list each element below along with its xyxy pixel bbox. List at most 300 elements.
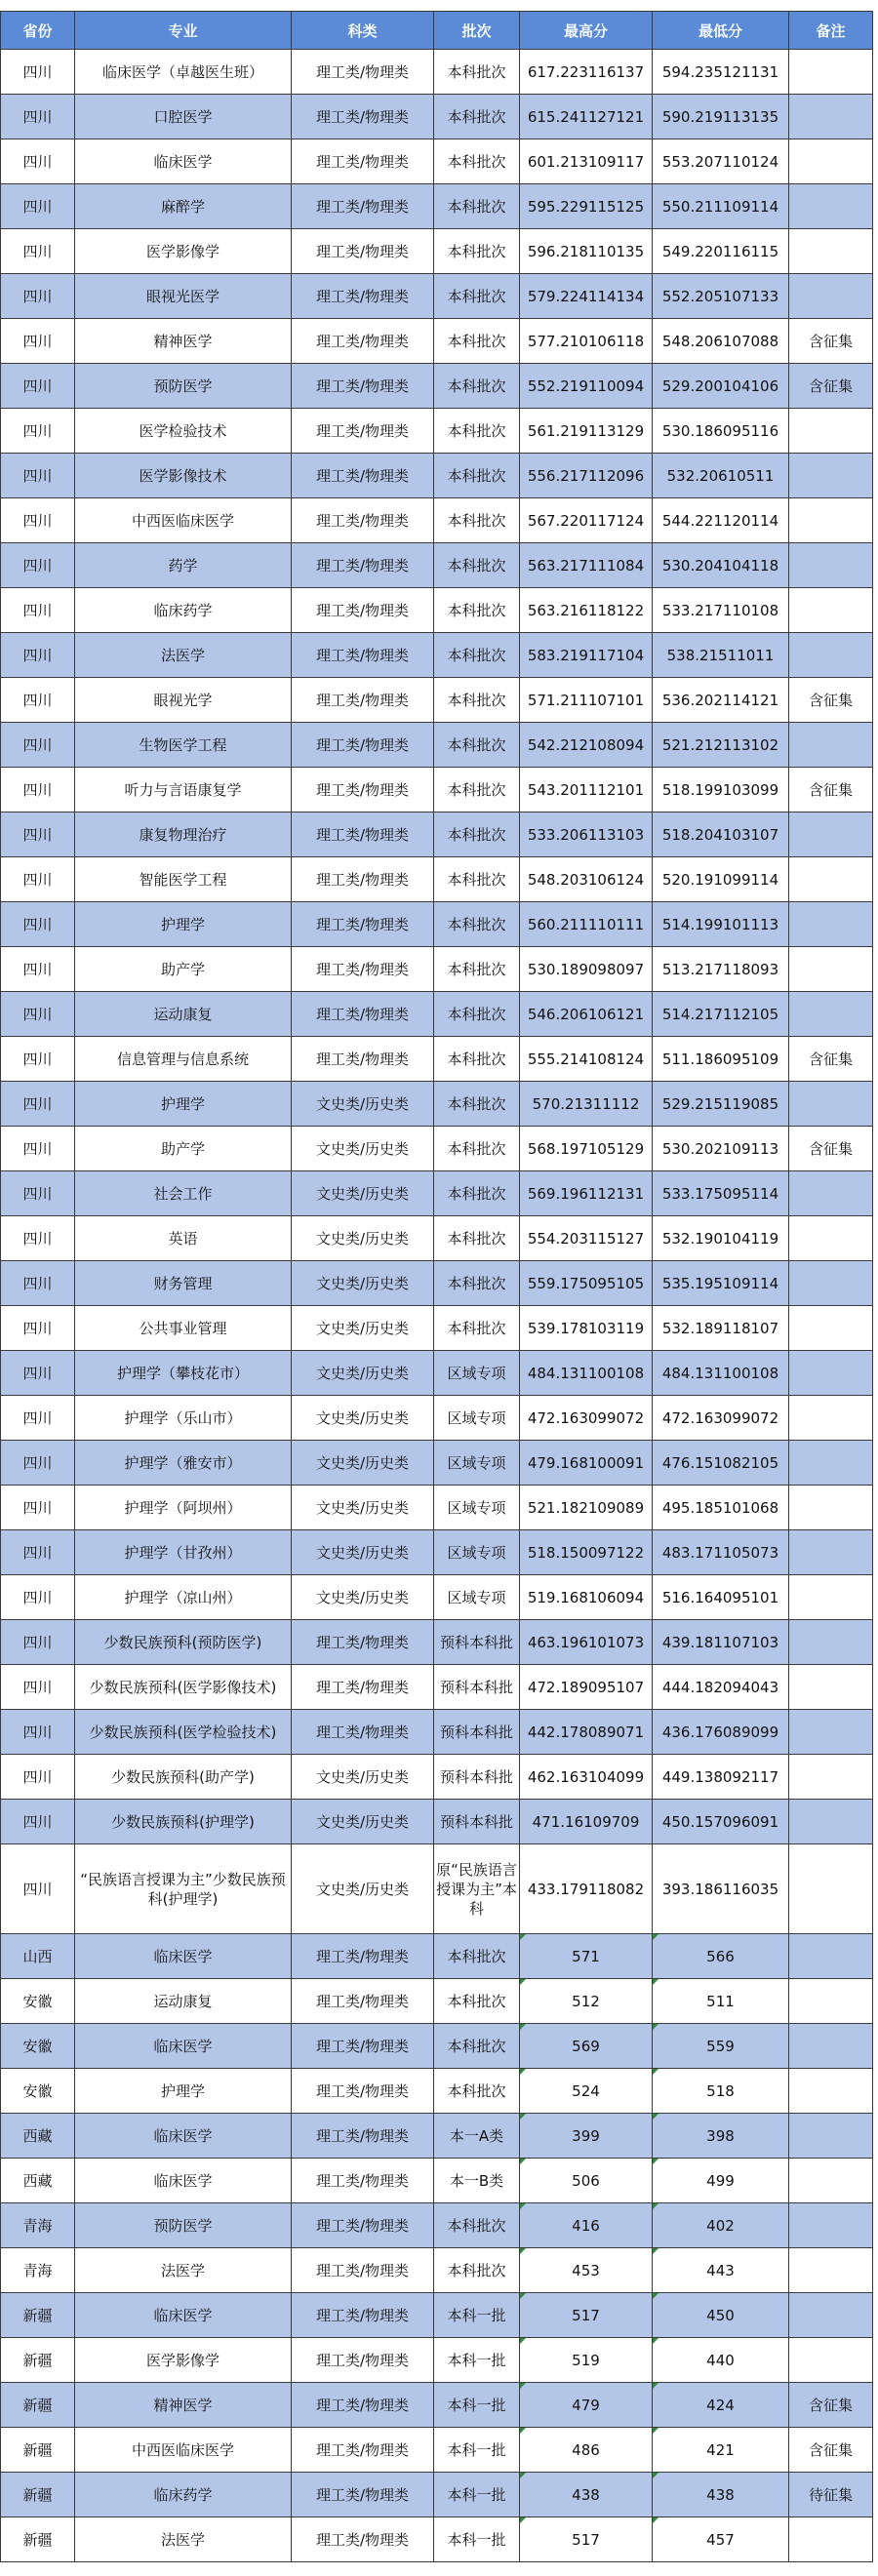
cell-major: 药学 bbox=[75, 543, 292, 588]
cell-category: 文史类/历史类 bbox=[292, 1396, 434, 1441]
cell-category: 文史类/历史类 bbox=[292, 1486, 434, 1530]
cell-min-score: 553.207110124 bbox=[653, 139, 789, 184]
header-category: 科类 bbox=[292, 12, 434, 50]
cell-max-score: 577.210106118 bbox=[520, 319, 653, 364]
cell-batch: 本科批次 bbox=[434, 1171, 520, 1216]
cell-batch: 本科批次 bbox=[434, 2203, 520, 2248]
cell-note: 含征集 bbox=[789, 1037, 873, 1082]
cell-batch: 本科一批 bbox=[434, 2293, 520, 2338]
cell-min-score: 514.217112105 bbox=[653, 992, 789, 1037]
cell-min-score: 566 bbox=[653, 1934, 789, 1979]
cell-province: 四川 bbox=[1, 588, 75, 633]
cell-marker-icon bbox=[520, 2517, 526, 2523]
cell-major: 康复物理治疗 bbox=[75, 812, 292, 857]
cell-max-score: 563.217111084 bbox=[520, 543, 653, 588]
cell-max-score: 442.178089071 bbox=[520, 1710, 653, 1755]
cell-min-score: 550.211109114 bbox=[653, 184, 789, 229]
cell-min-score: 421 bbox=[653, 2428, 789, 2473]
cell-marker-icon bbox=[520, 2203, 526, 2209]
cell-note bbox=[789, 95, 873, 139]
cell-major: 口腔医学 bbox=[75, 95, 292, 139]
cell-major: 预防医学 bbox=[75, 364, 292, 409]
cell-note bbox=[789, 454, 873, 498]
cell-province: 四川 bbox=[1, 947, 75, 992]
cell-category: 文史类/历史类 bbox=[292, 1530, 434, 1575]
cell-category: 理工类/物理类 bbox=[292, 633, 434, 678]
cell-min-score: 520.191099114 bbox=[653, 857, 789, 902]
table-row bbox=[1, 2383, 873, 2428]
cell-batch: 本科一批 bbox=[434, 2428, 520, 2473]
cell-batch: 本科批次 bbox=[434, 409, 520, 454]
cell-batch: 本科批次 bbox=[434, 454, 520, 498]
cell-note bbox=[789, 1351, 873, 1396]
table-row bbox=[1, 1979, 873, 2024]
cell-batch: 本科批次 bbox=[434, 723, 520, 768]
cell-category: 理工类/物理类 bbox=[292, 409, 434, 454]
cell-major: 护理学 bbox=[75, 2069, 292, 2114]
cell-major: 助产学 bbox=[75, 1127, 292, 1171]
cell-batch: 本科批次 bbox=[434, 543, 520, 588]
table-row bbox=[1, 1800, 873, 1844]
table-row bbox=[1, 1620, 873, 1665]
cell-note bbox=[789, 139, 873, 184]
cell-province: 四川 bbox=[1, 543, 75, 588]
cell-batch: 本科批次 bbox=[434, 1306, 520, 1351]
cell-min-score: 457 bbox=[653, 2517, 789, 2562]
cell-province: 四川 bbox=[1, 1306, 75, 1351]
cell-category: 理工类/物理类 bbox=[292, 768, 434, 812]
table-row bbox=[1, 947, 873, 992]
cell-note bbox=[789, 2293, 873, 2338]
cell-note bbox=[789, 50, 873, 95]
cell-marker-icon bbox=[520, 2114, 526, 2120]
cell-category: 理工类/物理类 bbox=[292, 1934, 434, 1979]
cell-major: 护理学（乐山市） bbox=[75, 1396, 292, 1441]
table-row bbox=[1, 723, 873, 768]
cell-major: 少数民族预科(护理学) bbox=[75, 1800, 292, 1844]
cell-category: 理工类/物理类 bbox=[292, 2248, 434, 2293]
header-batch: 批次 bbox=[434, 12, 520, 50]
cell-min-score: 439.181107103 bbox=[653, 1620, 789, 1665]
cell-note bbox=[789, 1934, 873, 1979]
cell-category: 文史类/历史类 bbox=[292, 1306, 434, 1351]
cell-category: 理工类/物理类 bbox=[292, 857, 434, 902]
cell-min-score: 532.190104119 bbox=[653, 1216, 789, 1261]
cell-major: 社会工作 bbox=[75, 1171, 292, 1216]
cell-min-score: 549.220116115 bbox=[653, 229, 789, 274]
cell-category: 理工类/物理类 bbox=[292, 184, 434, 229]
cell-batch: 本科批次 bbox=[434, 95, 520, 139]
cell-marker-icon bbox=[653, 2114, 658, 2120]
cell-province: 四川 bbox=[1, 498, 75, 543]
cell-batch: 区域专项 bbox=[434, 1530, 520, 1575]
cell-major: 临床药学 bbox=[75, 2473, 292, 2517]
cell-province: 西藏 bbox=[1, 2114, 75, 2159]
cell-marker-icon bbox=[520, 2293, 526, 2299]
table-row bbox=[1, 1306, 873, 1351]
cell-note bbox=[789, 812, 873, 857]
cell-max-score: 542.212108094 bbox=[520, 723, 653, 768]
cell-note bbox=[789, 2203, 873, 2248]
cell-max-score: 517 bbox=[520, 2293, 653, 2338]
cell-min-score: 511.186095109 bbox=[653, 1037, 789, 1082]
cell-province: 四川 bbox=[1, 1441, 75, 1486]
cell-major: 临床医学（卓越医生班） bbox=[75, 50, 292, 95]
cell-min-score: 532.189118107 bbox=[653, 1306, 789, 1351]
table-row bbox=[1, 902, 873, 947]
header-major: 专业 bbox=[75, 12, 292, 50]
cell-category: 文史类/历史类 bbox=[292, 1082, 434, 1127]
cell-category: 理工类/物理类 bbox=[292, 2473, 434, 2517]
cell-category: 理工类/物理类 bbox=[292, 678, 434, 723]
cell-min-score: 518.204103107 bbox=[653, 812, 789, 857]
cell-major: 医学影像学 bbox=[75, 2338, 292, 2383]
cell-marker-icon bbox=[520, 2248, 526, 2254]
cell-min-score: 440 bbox=[653, 2338, 789, 2383]
cell-max-score: 433.179118082 bbox=[520, 1844, 653, 1934]
cell-note bbox=[789, 2024, 873, 2069]
header-max-score: 最高分 bbox=[520, 12, 653, 50]
cell-province: 四川 bbox=[1, 723, 75, 768]
table-row bbox=[1, 454, 873, 498]
cell-note bbox=[789, 1979, 873, 2024]
cell-category: 文史类/历史类 bbox=[292, 1800, 434, 1844]
cell-major: 中西医临床医学 bbox=[75, 2428, 292, 2473]
cell-category: 理工类/物理类 bbox=[292, 2069, 434, 2114]
cell-note bbox=[789, 902, 873, 947]
cell-batch: 本科一批 bbox=[434, 2473, 520, 2517]
cell-max-score: 579.224114134 bbox=[520, 274, 653, 319]
cell-note: 含征集 bbox=[789, 364, 873, 409]
cell-province: 四川 bbox=[1, 812, 75, 857]
cell-major: 临床医学 bbox=[75, 1934, 292, 1979]
cell-province: 四川 bbox=[1, 1216, 75, 1261]
cell-note bbox=[789, 229, 873, 274]
header-row bbox=[1, 12, 873, 50]
cell-major: 信息管理与信息系统 bbox=[75, 1037, 292, 1082]
cell-category: 理工类/物理类 bbox=[292, 2517, 434, 2562]
table-row bbox=[1, 633, 873, 678]
cell-min-score: 529.200104106 bbox=[653, 364, 789, 409]
table-row bbox=[1, 274, 873, 319]
cell-major: 生物医学工程 bbox=[75, 723, 292, 768]
cell-major: 临床医学 bbox=[75, 2114, 292, 2159]
table-row bbox=[1, 319, 873, 364]
cell-batch: 本科批次 bbox=[434, 678, 520, 723]
cell-note bbox=[789, 2069, 873, 2114]
cell-major: 眼视光医学 bbox=[75, 274, 292, 319]
cell-category: 文史类/历史类 bbox=[292, 1216, 434, 1261]
cell-province: 四川 bbox=[1, 1261, 75, 1306]
cell-province: 青海 bbox=[1, 2248, 75, 2293]
cell-max-score: 563.216118122 bbox=[520, 588, 653, 633]
cell-province: 新疆 bbox=[1, 2517, 75, 2562]
cell-marker-icon bbox=[653, 2383, 658, 2389]
table-row bbox=[1, 678, 873, 723]
cell-note: 含征集 bbox=[789, 678, 873, 723]
cell-min-score: 521.212113102 bbox=[653, 723, 789, 768]
cell-batch: 本一A类 bbox=[434, 2114, 520, 2159]
cell-major: 临床医学 bbox=[75, 2293, 292, 2338]
cell-min-score: 443 bbox=[653, 2248, 789, 2293]
cell-min-score: 444.182094043 bbox=[653, 1665, 789, 1710]
cell-note bbox=[789, 992, 873, 1037]
cell-min-score: 436.176089099 bbox=[653, 1710, 789, 1755]
cell-max-score: 453 bbox=[520, 2248, 653, 2293]
cell-min-score: 518.199103099 bbox=[653, 768, 789, 812]
header-note: 备注 bbox=[789, 12, 873, 50]
table-row bbox=[1, 409, 873, 454]
cell-major: 法医学 bbox=[75, 2517, 292, 2562]
cell-major: 英语 bbox=[75, 1216, 292, 1261]
cell-category: 理工类/物理类 bbox=[292, 812, 434, 857]
cell-min-score: 530.202109113 bbox=[653, 1127, 789, 1171]
cell-note bbox=[789, 1665, 873, 1710]
cell-marker-icon bbox=[653, 2428, 658, 2434]
cell-note bbox=[789, 723, 873, 768]
table-row bbox=[1, 1755, 873, 1800]
cell-note: 含征集 bbox=[789, 2383, 873, 2428]
cell-marker-icon bbox=[653, 2517, 658, 2523]
table-row bbox=[1, 812, 873, 857]
cell-marker-icon bbox=[653, 1934, 658, 1940]
table-row bbox=[1, 1530, 873, 1575]
cell-province: 四川 bbox=[1, 633, 75, 678]
table-row bbox=[1, 1261, 873, 1306]
table-row bbox=[1, 2248, 873, 2293]
cell-major: 精神医学 bbox=[75, 2383, 292, 2428]
cell-batch: 本科批次 bbox=[434, 857, 520, 902]
cell-province: 四川 bbox=[1, 364, 75, 409]
cell-min-score: 530.204104118 bbox=[653, 543, 789, 588]
table-row bbox=[1, 1396, 873, 1441]
cell-category: 理工类/物理类 bbox=[292, 454, 434, 498]
cell-min-score: 518 bbox=[653, 2069, 789, 2114]
cell-province: 四川 bbox=[1, 1800, 75, 1844]
cell-batch: 区域专项 bbox=[434, 1396, 520, 1441]
cell-category: 理工类/物理类 bbox=[292, 723, 434, 768]
cell-province: 四川 bbox=[1, 50, 75, 95]
cell-category: 文史类/历史类 bbox=[292, 1755, 434, 1800]
cell-category: 文史类/历史类 bbox=[292, 1261, 434, 1306]
cell-major: 少数民族预科(医学影像技术) bbox=[75, 1665, 292, 1710]
cell-note bbox=[789, 1441, 873, 1486]
cell-max-score: 595.229115125 bbox=[520, 184, 653, 229]
cell-max-score: 518.150097122 bbox=[520, 1530, 653, 1575]
table-row bbox=[1, 1127, 873, 1171]
cell-min-score: 511 bbox=[653, 1979, 789, 2024]
cell-min-score: 559 bbox=[653, 2024, 789, 2069]
cell-category: 文史类/历史类 bbox=[292, 1441, 434, 1486]
cell-max-score: 471.16109709 bbox=[520, 1800, 653, 1844]
cell-min-score: 533.217110108 bbox=[653, 588, 789, 633]
table-row bbox=[1, 543, 873, 588]
cell-max-score: 533.206113103 bbox=[520, 812, 653, 857]
cell-note bbox=[789, 1306, 873, 1351]
cell-note: 待征集 bbox=[789, 2473, 873, 2517]
cell-province: 四川 bbox=[1, 1620, 75, 1665]
table-row bbox=[1, 2293, 873, 2338]
cell-province: 四川 bbox=[1, 1037, 75, 1082]
cell-batch: 本科批次 bbox=[434, 1934, 520, 1979]
cell-batch: 原“民族语言授课为主”本科 bbox=[434, 1844, 520, 1934]
cell-marker-icon bbox=[520, 1934, 526, 1940]
cell-max-score: 567.220117124 bbox=[520, 498, 653, 543]
cell-max-score: 554.203115127 bbox=[520, 1216, 653, 1261]
cell-province: 四川 bbox=[1, 95, 75, 139]
cell-major: “民族语言授课为主”少数民族预科(护理学) bbox=[75, 1844, 292, 1934]
cell-min-score: 532.20610511 bbox=[653, 454, 789, 498]
cell-province: 新疆 bbox=[1, 2473, 75, 2517]
cell-max-score: 479.168100091 bbox=[520, 1441, 653, 1486]
cell-note bbox=[789, 498, 873, 543]
cell-max-score: 484.131100108 bbox=[520, 1351, 653, 1396]
cell-batch: 本科一批 bbox=[434, 2383, 520, 2428]
cell-category: 理工类/物理类 bbox=[292, 2114, 434, 2159]
cell-max-score: 571 bbox=[520, 1934, 653, 1979]
cell-major: 护理学（凉山州） bbox=[75, 1575, 292, 1620]
cell-province: 四川 bbox=[1, 992, 75, 1037]
cell-batch: 本科批次 bbox=[434, 498, 520, 543]
cell-category: 理工类/物理类 bbox=[292, 2293, 434, 2338]
cell-batch: 本科批次 bbox=[434, 229, 520, 274]
table-row bbox=[1, 364, 873, 409]
cell-category: 理工类/物理类 bbox=[292, 274, 434, 319]
cell-major: 公共事业管理 bbox=[75, 1306, 292, 1351]
cell-note bbox=[789, 1171, 873, 1216]
cell-category: 理工类/物理类 bbox=[292, 1665, 434, 1710]
cell-max-score: 506 bbox=[520, 2159, 653, 2203]
cell-marker-icon bbox=[520, 2338, 526, 2344]
table-row bbox=[1, 1486, 873, 1530]
cell-batch: 本科批次 bbox=[434, 184, 520, 229]
cell-max-score: 556.217112096 bbox=[520, 454, 653, 498]
cell-max-score: 552.219110094 bbox=[520, 364, 653, 409]
cell-major: 听力与言语康复学 bbox=[75, 768, 292, 812]
cell-category: 文史类/历史类 bbox=[292, 1844, 434, 1934]
cell-max-score: 539.178103119 bbox=[520, 1306, 653, 1351]
cell-max-score: 543.201112101 bbox=[520, 768, 653, 812]
cell-note bbox=[789, 1710, 873, 1755]
header-min-score: 最低分 bbox=[653, 12, 789, 50]
cell-major: 预防医学 bbox=[75, 2203, 292, 2248]
cell-max-score: 561.219113129 bbox=[520, 409, 653, 454]
cell-category: 理工类/物理类 bbox=[292, 588, 434, 633]
cell-province: 四川 bbox=[1, 184, 75, 229]
score-table bbox=[0, 11, 873, 2562]
cell-note bbox=[789, 1082, 873, 1127]
cell-batch: 本科批次 bbox=[434, 139, 520, 184]
cell-marker-icon bbox=[653, 2473, 658, 2478]
cell-category: 理工类/物理类 bbox=[292, 2024, 434, 2069]
cell-category: 理工类/物理类 bbox=[292, 947, 434, 992]
cell-min-score: 552.205107133 bbox=[653, 274, 789, 319]
cell-major: 临床药学 bbox=[75, 588, 292, 633]
cell-min-score: 544.221120114 bbox=[653, 498, 789, 543]
table-row bbox=[1, 992, 873, 1037]
table-row bbox=[1, 498, 873, 543]
cell-province: 山西 bbox=[1, 1934, 75, 1979]
cell-marker-icon bbox=[520, 2428, 526, 2434]
cell-category: 文史类/历史类 bbox=[292, 1575, 434, 1620]
cell-major: 护理学（攀枝花市） bbox=[75, 1351, 292, 1396]
cell-note: 含征集 bbox=[789, 768, 873, 812]
cell-batch: 本科批次 bbox=[434, 1261, 520, 1306]
cell-category: 理工类/物理类 bbox=[292, 1710, 434, 1755]
cell-max-score: 596.218110135 bbox=[520, 229, 653, 274]
cell-major: 护理学（阿坝州） bbox=[75, 1486, 292, 1530]
cell-min-score: 590.219113135 bbox=[653, 95, 789, 139]
cell-province: 四川 bbox=[1, 857, 75, 902]
cell-major: 中西医临床医学 bbox=[75, 498, 292, 543]
cell-category: 理工类/物理类 bbox=[292, 1979, 434, 2024]
cell-marker-icon bbox=[653, 2069, 658, 2075]
cell-marker-icon bbox=[520, 2383, 526, 2389]
cell-note bbox=[789, 1216, 873, 1261]
cell-max-score: 479 bbox=[520, 2383, 653, 2428]
cell-min-score: 438 bbox=[653, 2473, 789, 2517]
cell-min-score: 529.215119085 bbox=[653, 1082, 789, 1127]
cell-batch: 本科批次 bbox=[434, 364, 520, 409]
cell-max-score: 569 bbox=[520, 2024, 653, 2069]
cell-min-score: 483.171105073 bbox=[653, 1530, 789, 1575]
table-row bbox=[1, 2203, 873, 2248]
cell-batch: 本一B类 bbox=[434, 2159, 520, 2203]
cell-min-score: 536.202114121 bbox=[653, 678, 789, 723]
cell-category: 理工类/物理类 bbox=[292, 543, 434, 588]
cell-marker-icon bbox=[653, 2203, 658, 2209]
cell-max-score: 472.189095107 bbox=[520, 1665, 653, 1710]
table-row bbox=[1, 2473, 873, 2517]
cell-min-score: 402 bbox=[653, 2203, 789, 2248]
table-row bbox=[1, 1710, 873, 1755]
cell-batch: 本科批次 bbox=[434, 2248, 520, 2293]
cell-batch: 预科本科批 bbox=[434, 1755, 520, 1800]
cell-note bbox=[789, 2338, 873, 2383]
cell-min-score: 499 bbox=[653, 2159, 789, 2203]
cell-max-score: 472.163099072 bbox=[520, 1396, 653, 1441]
cell-category: 理工类/物理类 bbox=[292, 229, 434, 274]
cell-category: 理工类/物理类 bbox=[292, 95, 434, 139]
table-row bbox=[1, 2428, 873, 2473]
cell-note bbox=[789, 947, 873, 992]
cell-batch: 本科批次 bbox=[434, 1216, 520, 1261]
cell-min-score: 472.163099072 bbox=[653, 1396, 789, 1441]
cell-note bbox=[789, 543, 873, 588]
cell-note bbox=[789, 184, 873, 229]
cell-max-score: 399 bbox=[520, 2114, 653, 2159]
cell-marker-icon bbox=[520, 2473, 526, 2478]
cell-province: 新疆 bbox=[1, 2428, 75, 2473]
cell-min-score: 530.186095116 bbox=[653, 409, 789, 454]
cell-batch: 本科批次 bbox=[434, 1082, 520, 1127]
cell-min-score: 538.21511011 bbox=[653, 633, 789, 678]
cell-major: 医学检验技术 bbox=[75, 409, 292, 454]
cell-province: 四川 bbox=[1, 454, 75, 498]
cell-batch: 本科批次 bbox=[434, 633, 520, 678]
cell-max-score: 615.241127121 bbox=[520, 95, 653, 139]
cell-max-score: 546.206106121 bbox=[520, 992, 653, 1037]
table-row bbox=[1, 2024, 873, 2069]
cell-min-score: 484.131100108 bbox=[653, 1351, 789, 1396]
cell-province: 新疆 bbox=[1, 2293, 75, 2338]
table-row bbox=[1, 2338, 873, 2383]
cell-batch: 本科批次 bbox=[434, 812, 520, 857]
cell-major: 医学影像学 bbox=[75, 229, 292, 274]
cell-province: 四川 bbox=[1, 229, 75, 274]
cell-category: 理工类/物理类 bbox=[292, 139, 434, 184]
cell-province: 四川 bbox=[1, 1755, 75, 1800]
